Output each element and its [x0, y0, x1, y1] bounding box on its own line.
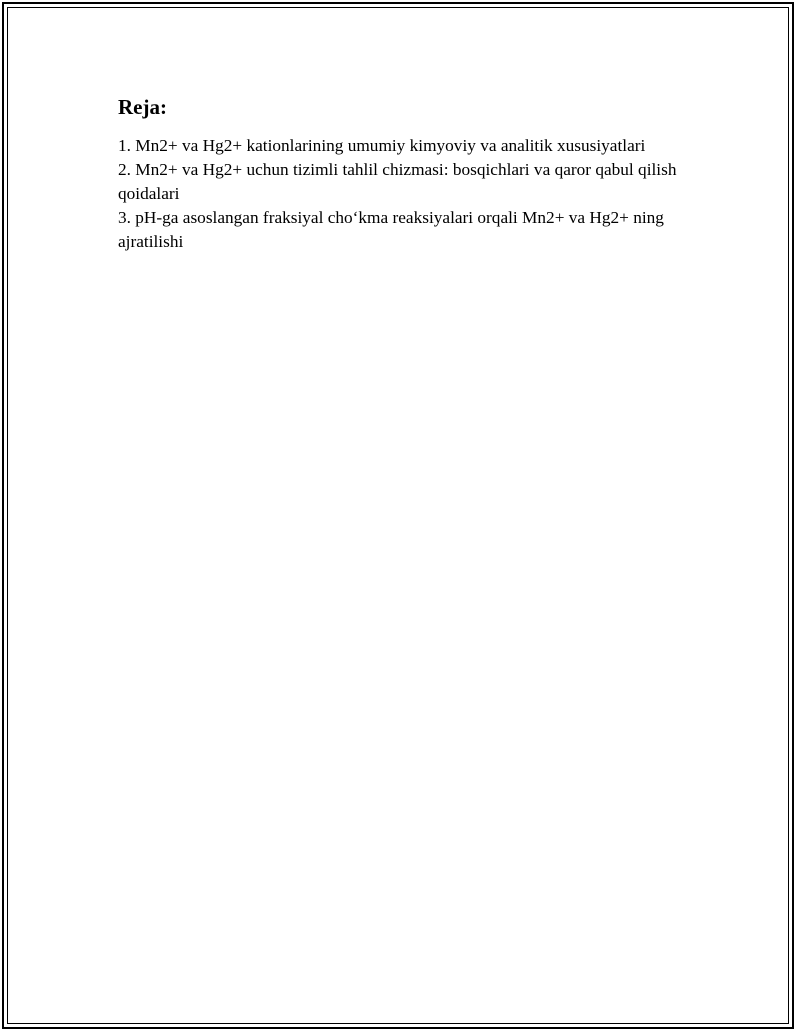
plan-item-3: 3. pH-ga asoslangan fraksiyal choʻkma reaksiyalari orqali Mn2+ va Hg2+ ning ajratilishi: [118, 208, 664, 251]
plan-list: [118, 134, 693, 254]
document-body: [118, 94, 693, 254]
plan-item-2: 2. Mn2+ va Hg2+ uchun tizimli tahlil chizmasi: bosqichlari va qaror qabul qilish qoidalari: [118, 160, 677, 203]
plan-item-1: 1. Mn2+ va Hg2+ kationlarining umumiy kimyoviy va analitik xususiyatlari: [118, 136, 646, 155]
plan-heading: Reja:: [118, 95, 167, 119]
